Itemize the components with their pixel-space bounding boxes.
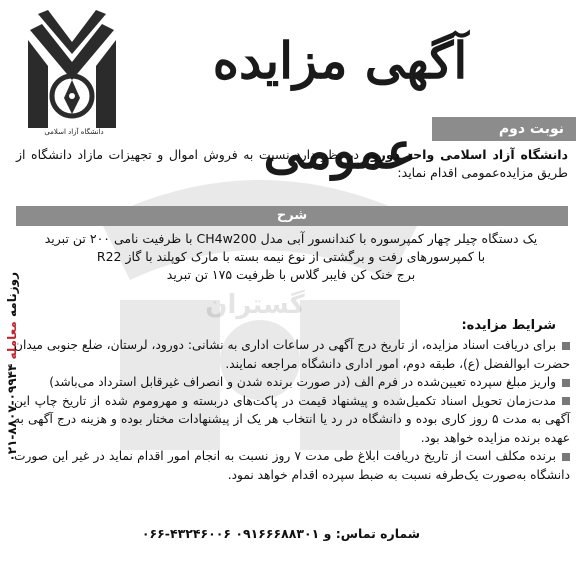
intro-text: در نظر دارد نسبت به فروش اموال و تجهیزات مازاد دانشگاه از طریق مزایده‌عمومی اقدام نماید:	[16, 147, 568, 180]
description-line: یک دستگاه چیلر چهار کمپرسوره با کندانسور آبی مدل CH4w200 با ظرفیت نامی ۲۰۰ تن تبرید	[44, 231, 538, 246]
page-title: آگهی مزایده عمومی	[212, 31, 468, 180]
condition-text: برنده مکلف است از تاریخ دریافت ابلاغ طی مدت ۷ روز نسبت به انجام امور اقدام نماید در غیر این صورت دانشگاه به‌صورت یک‌طرفه نسبت به ضبط سپرده اقدام خواهد نمود.	[14, 449, 570, 482]
contact-label: شماره تماس:	[335, 526, 421, 541]
condition-item	[14, 373, 570, 392]
organizer-name: دانشگاه آزاد اسلامی واحد دورود	[364, 147, 568, 162]
contact-info	[16, 524, 546, 543]
condition-item	[14, 336, 570, 373]
square-bullet-icon	[562, 453, 570, 461]
condition-item	[14, 447, 570, 484]
item-description	[36, 230, 546, 284]
square-bullet-icon	[562, 342, 570, 350]
description-header: شرح	[16, 206, 568, 226]
condition-item	[14, 392, 570, 448]
contact-numbers: ۰۶۶-۴۳۲۴۶۰۰۶ و ۰۹۱۶۶۶۸۸۳۰۱	[141, 526, 332, 541]
newspaper-brand: معامله	[5, 321, 19, 360]
university-logo	[22, 10, 122, 142]
watermark-text: گستران	[205, 290, 305, 320]
square-bullet-icon	[562, 397, 570, 405]
conditions-title: شرایط مزایده:	[461, 318, 556, 333]
condition-text: مدت‌زمان تحویل اسناد تکمیل‌شده و پیشنهاد قیمت در پاکت‌های دربسته و مهروموم شده از تاریخ چاپ این آگهی به مدت ۵ روز کاری بوده و دانشگاه در رد یا انتخاب هر یک از پیشنهادات مختار بوده و هزینه درج آگهی به عهده برنده مزایده خواهد بود.	[14, 393, 570, 445]
round-badge: نوبت دوم	[432, 117, 576, 141]
description-line: با کمپرسورهای رفت و برگشتی از نوع نیمه بسته با مارک کوپلند با گاز R22	[96, 249, 486, 264]
description-line: برج خنک کن فایبر گلاس با ظرفیت ۱۷۵ تن تبرید	[166, 267, 416, 282]
square-bullet-icon	[562, 379, 570, 387]
condition-text: برای دریافت اسناد مزایده، از تاریخ درج آگهی در ساعات اداری به نشانی: دورود، لرستان، ضلع جنوبی میدان حضرت ابوالفضل (ع)، طبقه دوم، امور اداری دانشگاه مراجعه نمایند.	[14, 338, 570, 371]
newspaper-label: روزنامه	[5, 272, 19, 317]
intro-paragraph	[16, 146, 568, 182]
newspaper-phone: ۰۲۱-۸۸۰۷-۰۹۹۴۴	[5, 363, 19, 462]
condition-text: واریز مبلغ سپرده تعیین‌شده در فرم الف (در صورت برنده شدن و انصراف غیرقابل استرداد می‌باشد)	[49, 375, 556, 389]
conditions-list	[14, 336, 570, 484]
logo-caption: دانشگاه آزاد اسلامی	[44, 128, 104, 136]
